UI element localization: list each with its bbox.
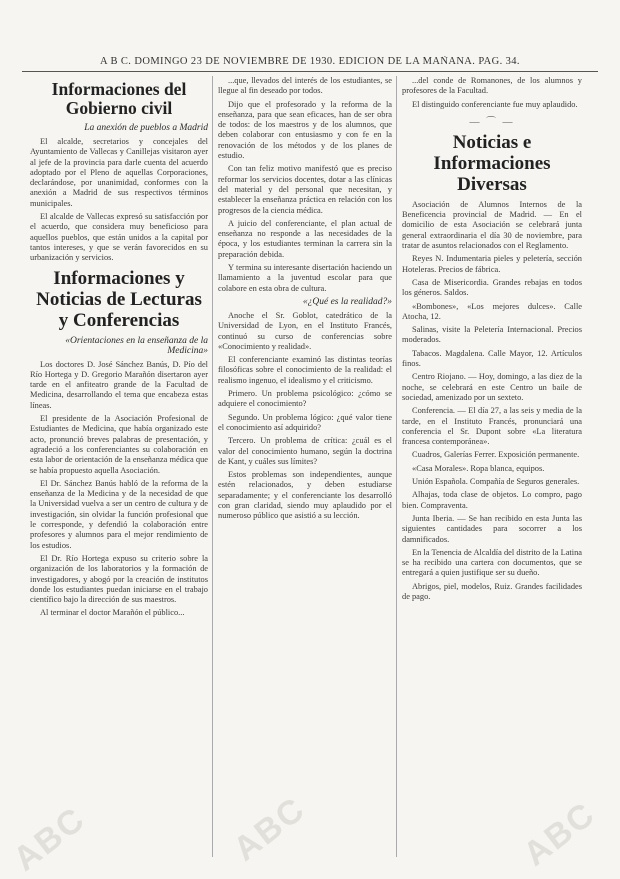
paragraph: Casa de Misericordia. Grandes rebajas en todos los géneros. Saldos. [402, 277, 582, 298]
paragraph: El alcalde de Vallecas expresó su satisfacción por el acuerdo, que considera muy beneficioso para aquellos pueblos, que están unidos a la capital por tantos intereses, y que se verán favorecidos en su urbanización y servicios. [30, 212, 208, 263]
paragraph: Y termina su interesante disertación haciendo un llamamiento a la juventud escolar para que colabore en esta obra de cultura. [218, 263, 392, 293]
abc-watermark: ABC [6, 799, 93, 879]
paragraph: Los doctores D. José Sánchez Banús, D. Pío del Río Hortega y D. Gregorio Marañón disertaron ayer tarde en el anfiteatro grande de la Facultad de Medicina, desarrollando el tema que encabeza estas líneas. [30, 359, 208, 410]
paragraph: Segundo. Un problema lógico: ¿qué valor tiene el conocimiento así adquirido? [218, 412, 392, 432]
abc-watermark: ABC [516, 794, 603, 874]
column-divider-1 [212, 76, 213, 857]
paragraph: Alhajas, toda clase de objetos. Lo compro, pago bien. Compraventa. [402, 490, 582, 510]
paragraph: A juicio del conferenciante, el plan actual de enseñanza no responde a las necesidades de la época, y los estudiantes terminan la carrera sin la preparación debida. [218, 218, 392, 259]
headline-noticias-diversas: Noticias e Informaciones Diversas [433, 131, 551, 195]
paragraph: Conferencia. — El día 27, a las seis y media de la tarde, en el Instituto Francés, pronunciará una conferencia el Sr. Dupont sobre «La literatura francesa contemporánea». [402, 406, 582, 447]
column-2 [218, 76, 392, 865]
headline-lecturas-conferencias: Informaciones y Noticias de Lecturas y Conferencias [36, 267, 202, 331]
paragraph: Asociación de Alumnos Internos de la Beneficencia provincial de Madrid. — En el domicilio de esta Asociación se celebrará junta general extraordinaria el día 30 de noviembre, para tratar de asuntos relacionados con el Reglamento. [402, 199, 582, 251]
column-divider-2 [396, 76, 397, 857]
paragraph: ...del conde de Romanones, de los alumnos y profesores de la Facultad. [402, 76, 582, 96]
paragraph: Junta Iberia. — Se han recibido en esta Junta las siguientes cantidades para socorrer a los damnificados. [402, 513, 582, 544]
paragraph: El conferenciante examinó las distintas teorías filosóficas sobre el conocimiento de la realidad: el realismo ingenuo, el idealismo y el criticismo. [218, 355, 392, 385]
paragraph: Al terminar el doctor Marañón el público... [40, 608, 185, 618]
paragraph: Unión Española. Compañía de Seguros generales. [412, 477, 580, 487]
paragraph: Tabacos. Magdalena. Calle Mayor, 12. Artículos finos. [402, 348, 582, 369]
headline-gobierno-civil: Informaciones del Gobierno civil [51, 79, 187, 118]
subhead-realidad: «¿Qué es la realidad?» [302, 296, 392, 307]
paragraph: El alcalde, secretarios y concejales del Ayuntamiento de Vallecas y Canillejas visitaron ayer al jefe de la provincia para darle cuenta del acuerdo adoptado por el Pleno de aquellas Corporaciones, declarándose, por unanimidad, conformes con la anexión a Madrid de sus respectivos términos municipales. [30, 137, 208, 208]
paragraph: Centro Riojano. — Hoy, domingo, a las diez de la noche, se celebrará en este Centro un baile de sociedad, amenizado por un sexteto. [402, 372, 582, 402]
paragraph: «Bombones», «Los mejores dulces». Calle Atocha, 12. [402, 301, 582, 321]
paragraph: «Casa Morales». Ropa blanca, equipos. [412, 463, 545, 473]
paragraph: Anoche el Sr. Goblot, catedrático de la Universidad de Lyon, en el Instituto Francés, continuó su curso de conferencias sobre «Conocimiento y realidad». [218, 310, 392, 351]
paragraph: Primero. Un problema psicológico: ¿cómo se adquiere el conocimiento? [218, 389, 392, 409]
paragraph: Tercero. Un problema de crítica: ¿cuál es el valor del conocimiento humano, según la doctrina de Kant, y cuáles sus límites? [218, 436, 392, 466]
subhead-orientaciones: «Orientaciones en la enseñanza de la Medicina» [65, 335, 208, 356]
paragraph: En la Tenencia de Alcaldía del distrito de la Latina se ha recibido una cartera con documentos, que se entregará a quien justifique ser su dueño. [402, 547, 582, 578]
paragraph: Salinas, visite la Peletería Internacional. Precios moderados. [402, 325, 582, 345]
abc-watermark: ABC [226, 789, 313, 869]
paragraph: Abrigos, piel, modelos, Ruiz. Grandes facilidades de pago. [402, 581, 582, 601]
paragraph: Reyes N. Indumentaria pieles y peletería, sección Hoteleras. Precios de fábrica. [402, 254, 582, 274]
subhead-anexion: La anexión de pueblos a Madrid [84, 123, 208, 133]
paragraph: Dijo que el profesorado y la reforma de la enseñanza, para que sean eficaces, han de ser obra de todos: de los maestros y de los alumnos, que deben colaborar con entusiasmo y con fe en la renovación de los métodos y de los planes de estudio. [218, 99, 392, 161]
masthead: A B C. DOMINGO 23 DE NOVIEMBRE DE 1930. EDICION DE LA MAÑANA. PAG. 34. [100, 56, 520, 67]
paragraph: ...que, llevados del interés de los estudiantes, se llegue al fin deseado por todos. [218, 76, 392, 96]
paragraph: El presidente de la Asociación Profesional de Estudiantes de Medicina, que había organizado este acto, pronunció breves palabras de presentación, y agradeció a los conferenciantes su colaboración en esta labor de orientación de la enseñanza médica que se había propuesto aquella Asociación. [30, 414, 208, 475]
paragraph: El Dr. Sánchez Banús habló de la reforma de la enseñanza de la Medicina y de la necesidad de que la Universidad vuelva a ser un centro de cultura y de investigación, sin olvidar la función profesional que le corresponde, y defendió la colaboración entre profesores y alumnos para el mejor rendimiento de los estudios. [30, 478, 208, 550]
paragraph: El distinguido conferenciante fue muy aplaudido. [412, 99, 578, 109]
paragraph: Con tan feliz motivo manifestó que es preciso reformar los servicios docentes, dotar a las clínicas del material y del personal que necesitan, y establecer la enseñanza práctica en relación con los progresos de la ciencia médica. [218, 164, 392, 215]
paragraph: Estos problemas son independientes, aunque estén relacionados, y deben estudiarse separadamente; y el conferenciante los desarrolló con gran claridad, siendo muy aplaudido por el numeroso público que asistió a su lección. [218, 470, 392, 521]
paragraph: Cuadros, Galerías Ferrer. Exposición permanente. [412, 450, 580, 460]
column-1 [30, 76, 208, 865]
column-3 [402, 76, 582, 865]
paragraph: El Dr. Río Hortega expuso su criterio sobre la organización de los laboratorios y la formación de investigadores, y abogó por la creación de institutos donde los estudiantes puedan iniciarse en el trabajo científico bajo la dirección de sus maestros. [30, 553, 208, 605]
masthead-rule [22, 71, 598, 72]
ornament-divider: — ⌒ — [469, 116, 515, 128]
